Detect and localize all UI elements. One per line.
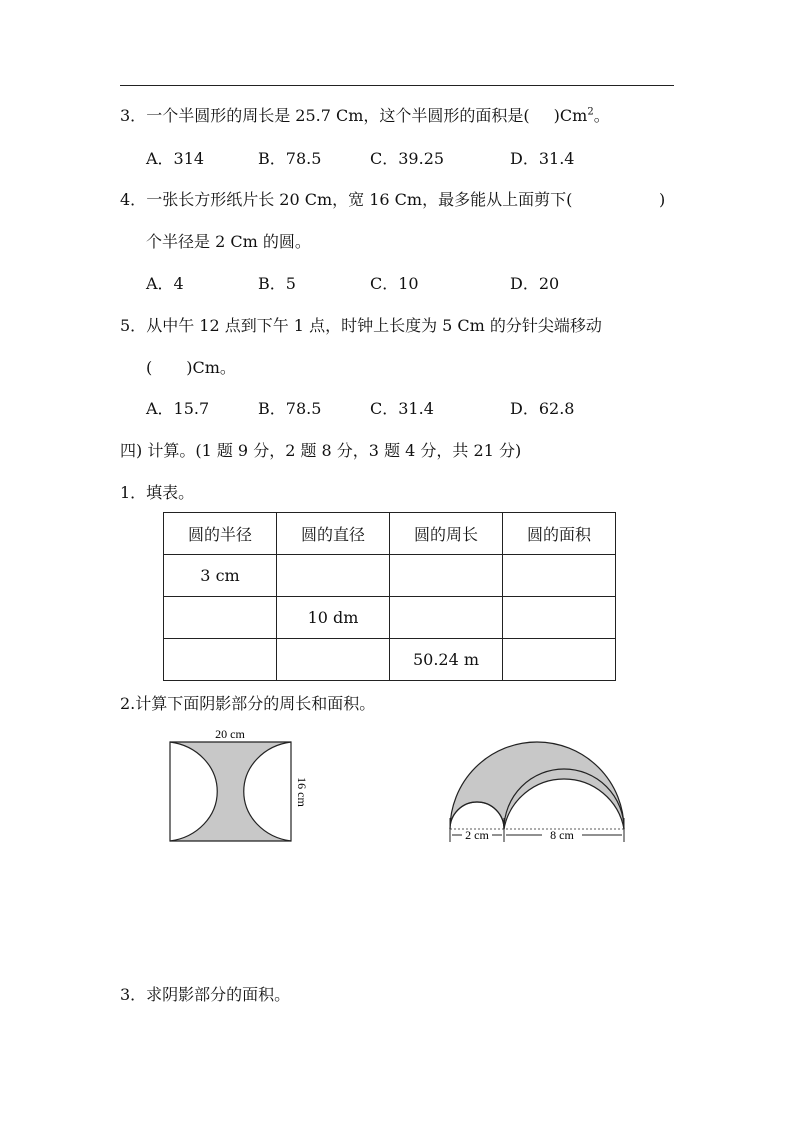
blank-close: )Cm。 xyxy=(186,358,236,377)
table-cell-blank[interactable] xyxy=(277,555,390,597)
question-text-cont: 个半径是 2 Cm 的圆。 xyxy=(146,232,311,251)
section-heading: 四) 计算。(1 题 9 分，2 题 8 分，3 题 4 分，共 21 分) xyxy=(120,441,522,460)
figure-rectangle-semicircles xyxy=(160,722,330,852)
question-punct: 。 xyxy=(593,106,610,125)
small-diameter-label: 2 cm xyxy=(465,828,489,842)
q4-option-b[interactable]: B．5 xyxy=(258,274,296,293)
table-header: 圆的面积 xyxy=(503,513,616,555)
q5-option-d[interactable]: D．62.8 xyxy=(510,399,575,418)
answer-blank-close: ) xyxy=(659,190,666,209)
q4-option-a[interactable]: A．4 xyxy=(146,274,184,293)
table-header: 圆的半径 xyxy=(164,513,277,555)
table-cell-blank[interactable] xyxy=(503,555,616,597)
table-row xyxy=(164,639,616,681)
table-cell-blank[interactable] xyxy=(503,639,616,681)
table-row xyxy=(164,597,616,639)
blank-open: ( xyxy=(146,358,153,377)
question-text: 一张长方形纸片长 20 Cm，宽 16 Cm，最多能从上面剪下( xyxy=(146,190,573,209)
table-cell-blank[interactable] xyxy=(164,597,277,639)
answer-blank[interactable] xyxy=(604,190,654,210)
q3-option-d[interactable]: D．31.4 xyxy=(510,149,575,168)
table-cell-blank[interactable] xyxy=(277,639,390,681)
table-cell-blank[interactable] xyxy=(390,597,503,639)
item-3-title: 3．求阴影部分的面积。 xyxy=(120,985,291,1004)
side-dimension-label: 16 cm xyxy=(295,777,309,807)
top-dimension-label: 20 cm xyxy=(215,727,245,741)
q5-option-a[interactable]: A．15.7 xyxy=(146,399,210,418)
question-text: 从中午 12 点到下午 1 点，时钟上长度为 5 Cm 的分针尖端移动 xyxy=(146,316,602,335)
q5-option-b[interactable]: B．78.5 xyxy=(258,399,322,418)
table-cell-blank[interactable] xyxy=(503,597,616,639)
table-cell: 10 dm xyxy=(277,597,390,639)
superscript: 2 xyxy=(587,106,594,118)
fill-table xyxy=(163,512,616,681)
question-text: 一个半圆形的周长是 25.7 Cm，这个半圆形的面积是( xyxy=(146,106,530,125)
table-cell-blank[interactable] xyxy=(164,639,277,681)
question-number: 4． xyxy=(120,190,147,209)
question-3 xyxy=(120,106,610,126)
table-header-row xyxy=(164,513,616,555)
table-cell: 50.24 m xyxy=(390,639,503,681)
q3-option-a[interactable]: A．314 xyxy=(146,149,205,168)
q3-option-c[interactable]: C．39.25 xyxy=(370,149,445,168)
figure-semicircles xyxy=(440,730,640,850)
q4-option-c[interactable]: C．10 xyxy=(370,274,419,293)
q4-option-d[interactable]: D．20 xyxy=(510,274,560,293)
table-header: 圆的直径 xyxy=(277,513,390,555)
item-2-title: 2.计算下面阴影部分的周长和面积。 xyxy=(120,694,376,713)
table-cell-blank[interactable] xyxy=(390,555,503,597)
shaded-region xyxy=(450,742,624,829)
question-text-end: )Cm xyxy=(553,106,588,125)
question-text-cont xyxy=(146,358,236,378)
table-cell: 3 cm xyxy=(164,555,277,597)
q3-option-b[interactable]: B．78.5 xyxy=(258,149,322,168)
table-header: 圆的周长 xyxy=(390,513,503,555)
table-row xyxy=(164,555,616,597)
q5-option-c[interactable]: C．31.4 xyxy=(370,399,434,418)
item-1-title: 1．填表。 xyxy=(120,483,195,502)
question-number: 5． xyxy=(120,316,147,335)
question-4 xyxy=(120,190,572,210)
large-diameter-label: 8 cm xyxy=(550,828,574,842)
question-number: 3． xyxy=(120,106,147,125)
header-rule xyxy=(120,85,674,86)
question-5 xyxy=(120,316,602,336)
